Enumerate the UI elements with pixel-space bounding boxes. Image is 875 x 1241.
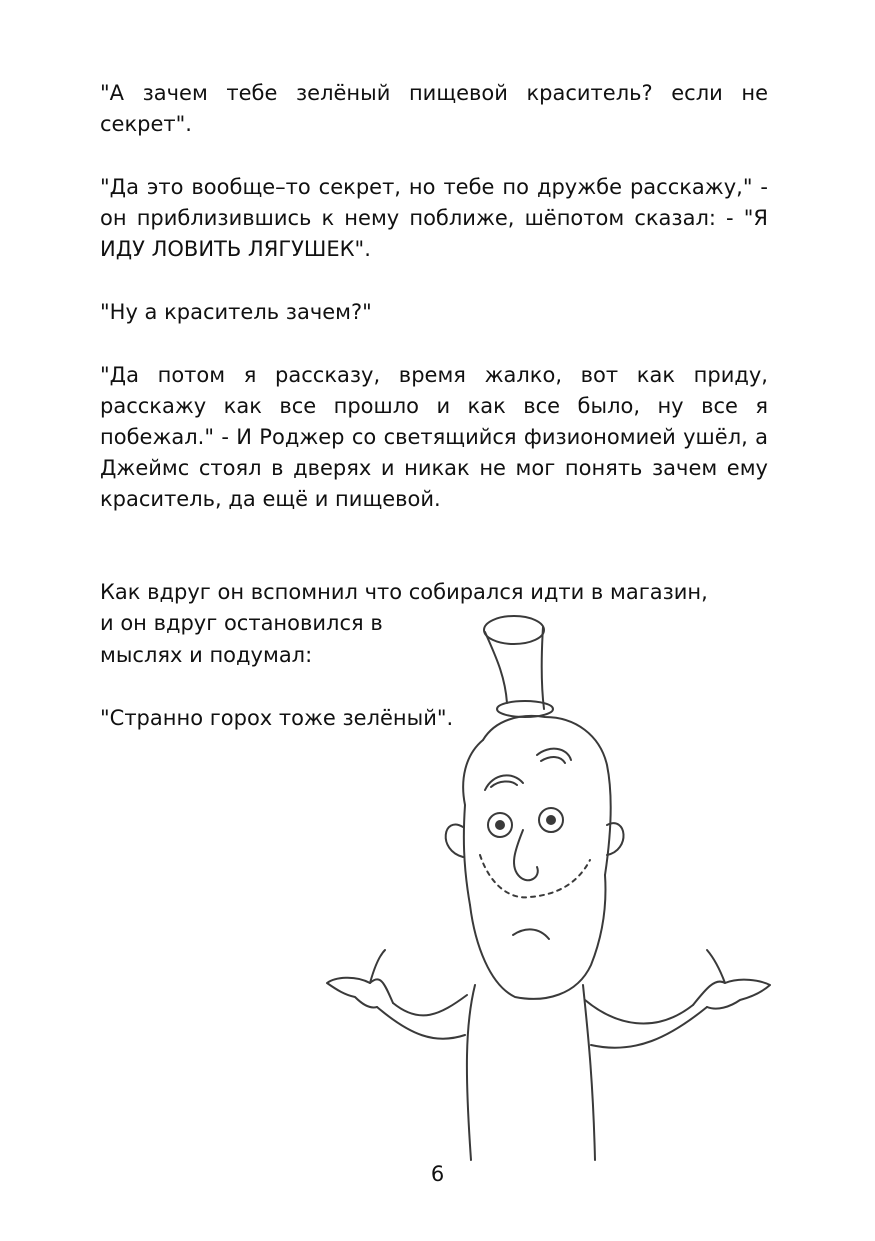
- paragraph-remembered-line3: мыслях и подумал:: [100, 643, 313, 667]
- page-number: 6: [430, 1162, 445, 1186]
- shrugging-bearded-man-drawing-icon: [315, 605, 785, 1165]
- paragraph-remembered-line2: и он вдруг остановился в: [100, 611, 383, 635]
- paragraph-peas-green: "Странно горох тоже зелёный".: [100, 706, 454, 730]
- paragraph-roger-leaves: "Да потом я рассказу, время жалко, вот как приду, расскажу как все прошло и как все было, ну все я побежал." - И Роджер со светящийся физиономией ушёл, а Джеймс стоял в дверях и никак не мог понять зачем ему краситель, да ещё и пищевой.: [100, 363, 768, 511]
- paragraph-question: "А зачем тебе зелёный пищевой краситель? если не секрет".: [100, 81, 768, 136]
- paragraph-remembered-line1: Как вдруг он вспомнил что собирался идти в магазин,: [100, 580, 708, 604]
- paragraph-secret: "Да это вообще–то секрет, но тебе по дружбе расскажу," - он приблизившись к нему поближе, шёпотом сказал: - "Я ИДУ ЛОВИТЬ ЛЯГУШЕК".: [100, 175, 768, 261]
- paragraph-why-dye: "Ну а краситель зачем?": [100, 300, 372, 324]
